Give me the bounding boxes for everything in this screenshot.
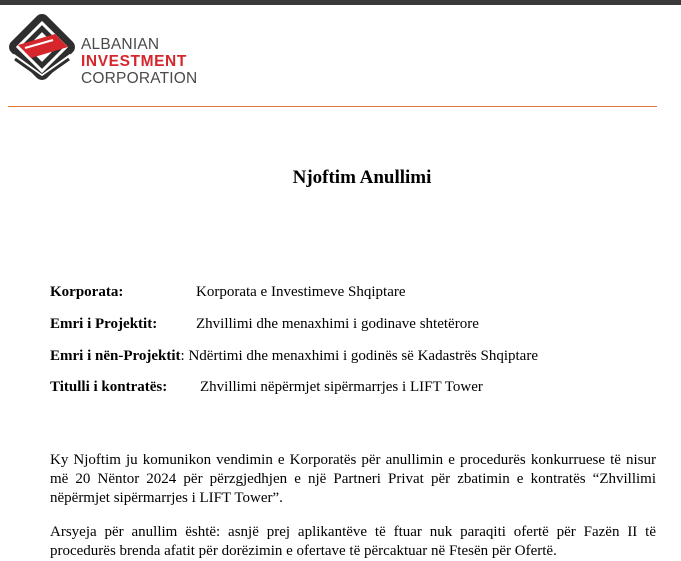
logo-line-corporation: CORPORATION: [81, 70, 198, 87]
field-kontrata-value: Zhvillimi nëpërmjet sipërmarrjes i LIFT Tower: [200, 379, 483, 395]
logo-line-albanian: ALBANIAN: [81, 36, 160, 53]
field-nenprojekti-value: Ndërtimi dhe menaxhimi i godinës së Kadastrës Shqiptare: [184, 348, 538, 364]
field-projekti-label: Emri i Projektit:: [50, 316, 158, 332]
paragraph-arsyeja: Arsyeja për anullim është: asnjë prej aplikantëve të ftuar nuk paraqiti ofertë për Fazën II të procedurës brenda afatit për dorëzimin e ofertave të përcaktuar në Ftesën për Ofertë.: [50, 524, 656, 559]
field-kontrata-label: Titulli i kontratës:: [50, 379, 168, 395]
logo-text: [81, 36, 197, 87]
field-projekti-value: Zhvillimi dhe menaxhimi i godinave shtetërore: [196, 316, 479, 332]
aic-logo-mark-icon: [9, 14, 75, 80]
header-divider: [8, 106, 657, 107]
field-nenprojekti-label: Emri i nën-Projektit: [50, 348, 181, 364]
logo-line-investment: INVESTMENT: [81, 53, 187, 70]
paragraph-njoftim: Ky Njoftim ju komunikon vendimin e Korporatës për anullimin e procedurës konkurruese të nisur më 20 Nëntor 2024 për përzgjedhjen e një Partneri Privat për zbatimin e kontratës “Zhvillimi nëpërmjet sipërmarrjes i LIFT Tower”.: [50, 452, 656, 506]
field-korporata: [50, 284, 406, 301]
company-logo: [9, 14, 209, 87]
field-korporata-label: Korporata:: [50, 284, 124, 300]
field-nenprojekti: [50, 348, 538, 365]
field-nenprojekti-separator: :: [180, 348, 185, 364]
document-title: Njoftim Anullimi: [292, 167, 432, 188]
field-korporata-value: Korporata e Investimeve Shqiptare: [196, 284, 406, 300]
field-kontrata: [50, 379, 483, 396]
field-projekti: [50, 316, 479, 333]
top-bar: [0, 0, 681, 5]
